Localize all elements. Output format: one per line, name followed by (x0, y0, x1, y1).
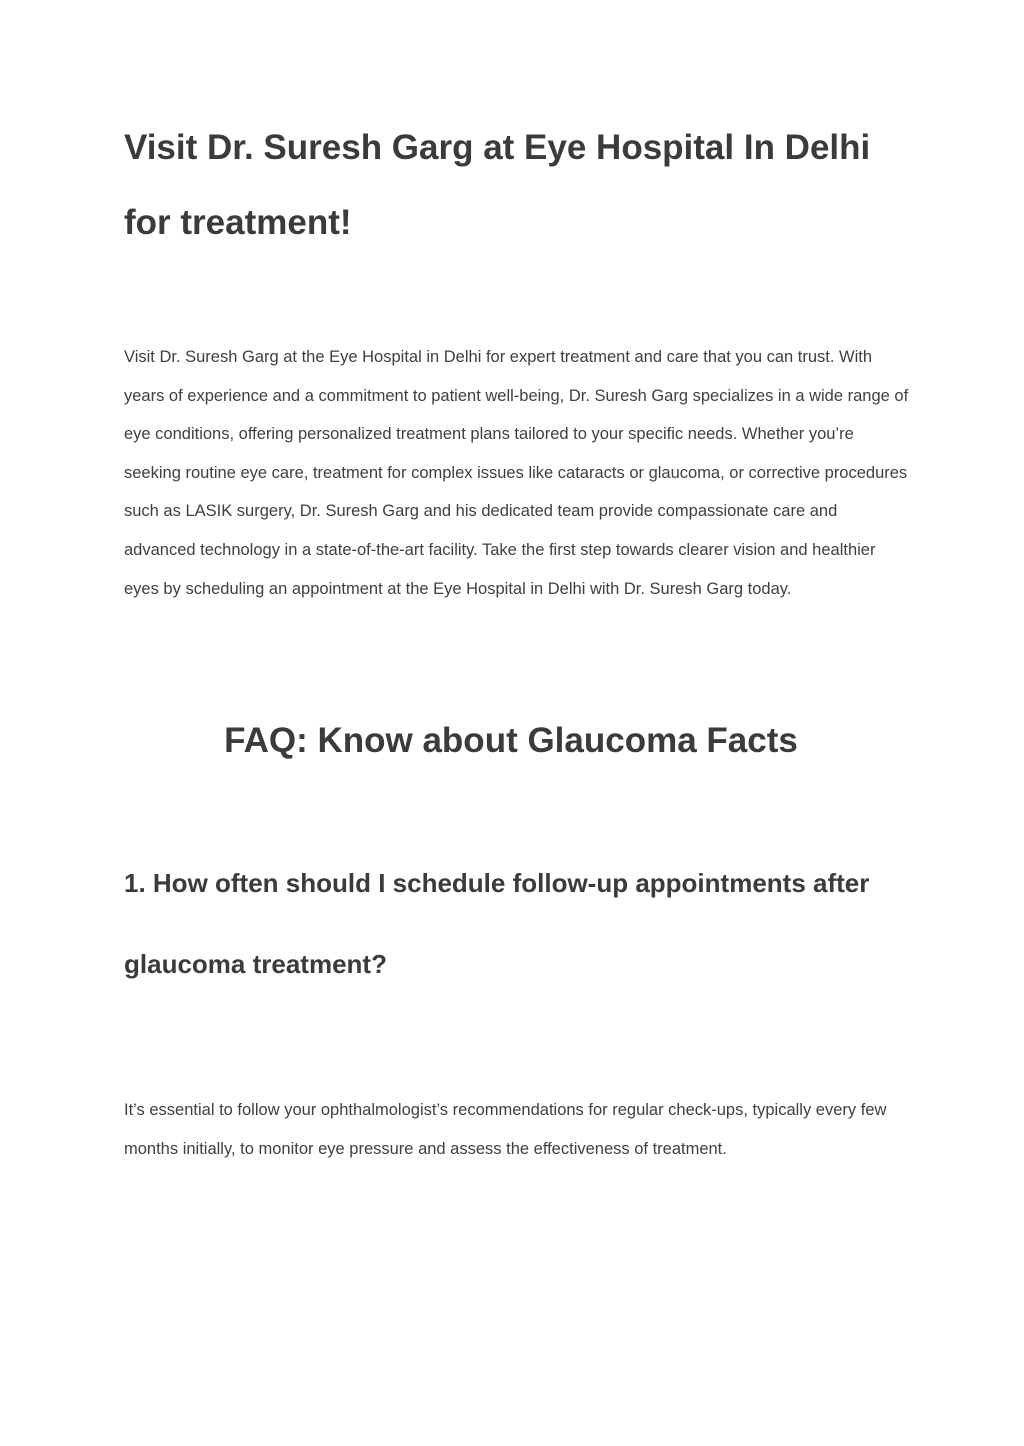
faq-question: 1. How often should I schedule follow-up appointments after glaucoma treatment? (124, 868, 870, 979)
intro-paragraph: Visit Dr. Suresh Garg at the Eye Hospital in Delhi for expert treatment and care that you can trust. With years of experience and a commitment to patient well-being, Dr. Suresh Garg specializes in a wide range of eye conditions, offering personalized treatment plans tailored to your specific needs. Whether you’re seeking routine eye care, treatment for complex issues like cataracts or glaucoma, or corrective procedures such as LASIK surgery, Dr. Suresh Garg and his dedicated team provide compassionate care and advanced technology in a state-of-the-art facility. Take the first step towards clearer vision and healthier eyes by scheduling an appointment at the Eye Hospital in Delhi with Dr. Suresh Garg today. (124, 348, 909, 598)
page-title: Visit Dr. Suresh Garg at Eye Hospital In Delhi for treatment! (124, 128, 871, 242)
faq-heading: FAQ: Know about Glaucoma Facts (224, 721, 798, 760)
faq-answer: It’s essential to follow your ophthalmologist’s recommendations for regular check-ups, typically every few months initially, to monitor eye pressure and assess the effectiveness of treatment. (124, 1101, 887, 1158)
